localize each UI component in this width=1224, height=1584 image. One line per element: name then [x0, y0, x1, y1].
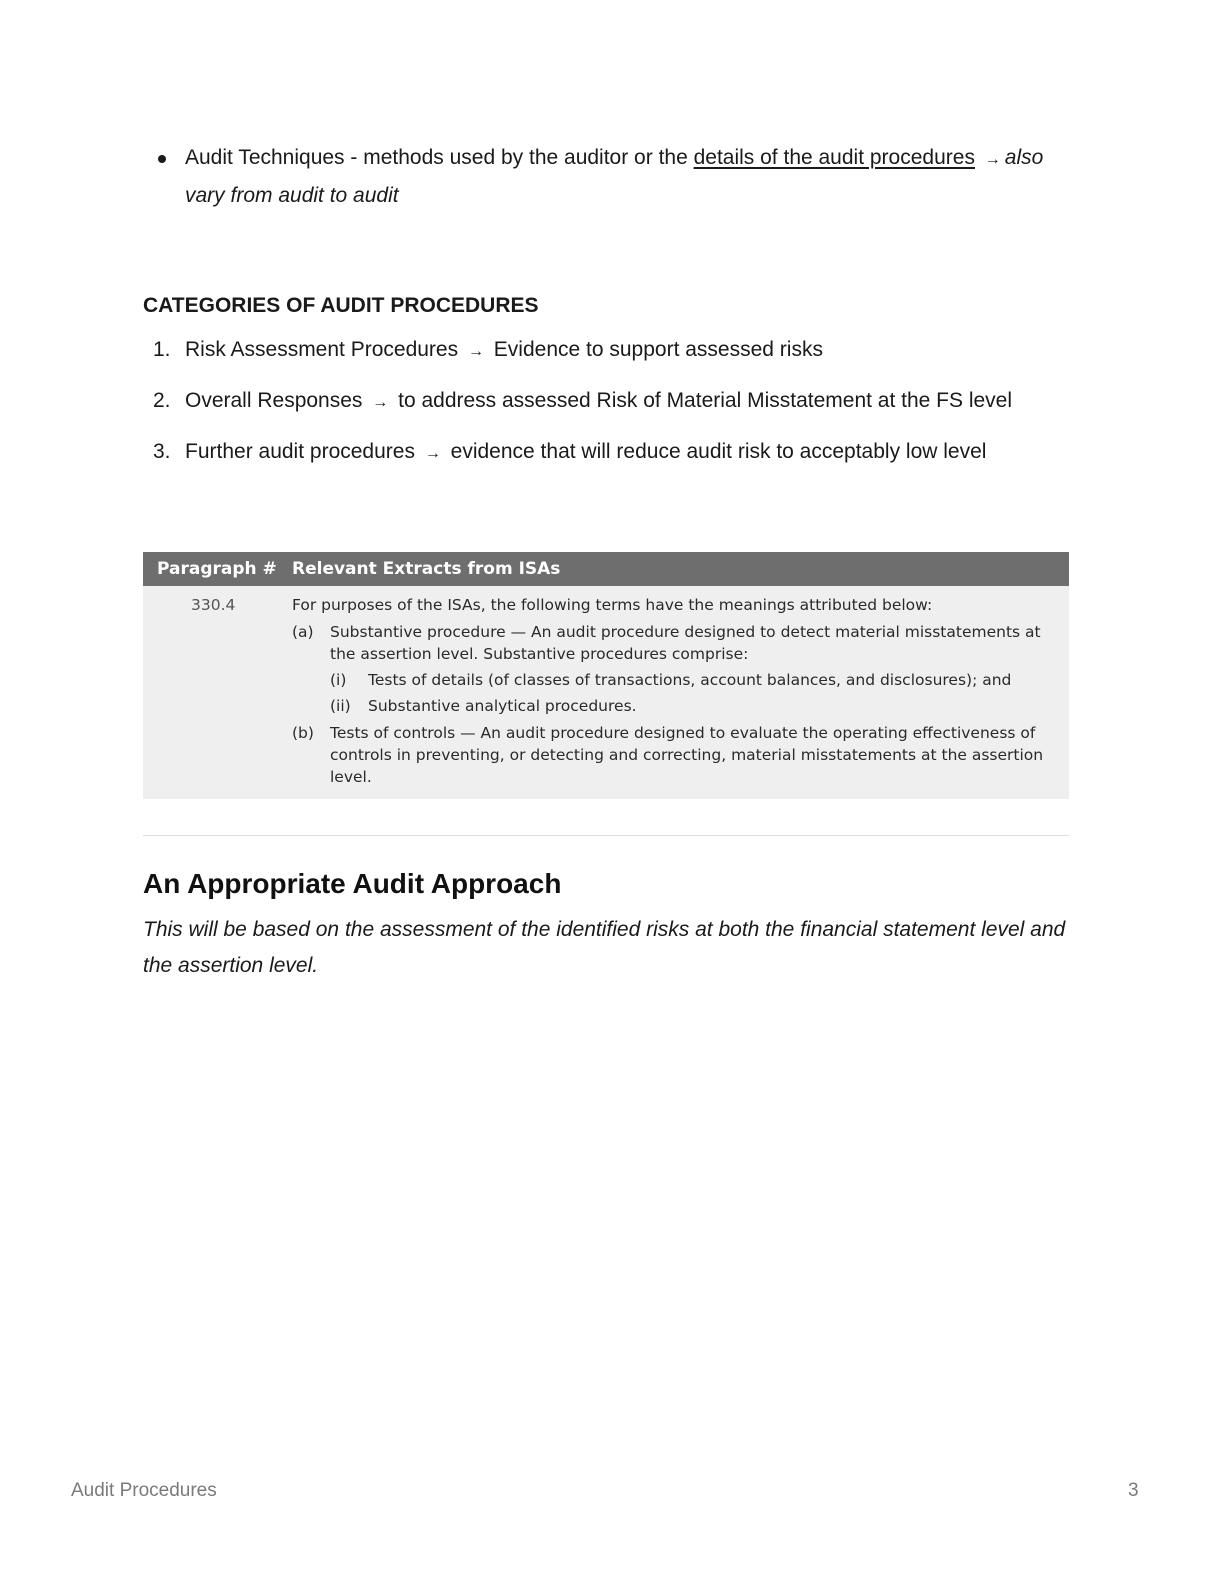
right-arrow-icon: → — [424, 445, 441, 462]
section-divider — [143, 835, 1069, 836]
section-heading: An Appropriate Audit Approach — [143, 868, 562, 899]
extract-content — [278, 594, 1069, 793]
category-lead: Risk Assessment Procedures — [185, 338, 459, 361]
underlined-text: details of the audit procedures — [693, 146, 975, 169]
category-tail: to address assessed Risk of Material Misstatement at the FS level — [398, 389, 1013, 412]
item-text: Tests of controls — An audit procedure designed to evaluate the operating effectiveness of controls in preventing, or detecting and correcting, material misstatements at the assertion level. — [330, 724, 1044, 786]
item-marker: (b) — [292, 724, 314, 742]
extract-intro: For purposes of the ISAs, the following terms have the meanings attributed below: — [292, 596, 933, 614]
extract-subitem-i — [330, 669, 1059, 691]
right-arrow-icon: → — [984, 151, 1001, 168]
footer-title: Audit Procedures — [71, 1480, 217, 1501]
paragraph-number: 330.4 — [191, 596, 236, 614]
document-page — [143, 140, 1069, 984]
category-item — [143, 434, 1069, 472]
categories-list — [143, 332, 1069, 472]
subitem-text: Tests of details (of classes of transactions, account balances, and disclosures); and — [368, 671, 1012, 689]
right-arrow-icon: → — [467, 343, 484, 360]
extract-item-b — [292, 722, 1059, 788]
category-item — [143, 332, 1069, 370]
category-tail: evidence that will reduce audit risk to acceptably low level — [450, 440, 987, 463]
header-paragraph: Paragraph # — [157, 559, 277, 579]
category-lead: Further audit procedures — [185, 440, 415, 463]
bullet-dot-icon — [158, 155, 166, 163]
category-item — [143, 383, 1069, 421]
item-text: Substantive procedure — An audit procedure designed to detect material misstatements at the assertion level. Substantive procedures comprise: — [330, 623, 1041, 663]
bullet-lead-text: Audit Techniques - methods used by the auditor or the — [185, 146, 694, 169]
categories-heading: CATEGORIES OF AUDIT PROCEDURES — [143, 294, 539, 317]
item-marker: (a) — [292, 623, 314, 641]
bullet-tail-text: also vary from audit to audit — [185, 146, 1044, 207]
category-tail: Evidence to support assessed risks — [493, 338, 823, 361]
bullet-list — [143, 140, 1069, 214]
category-lead: Overall Responses — [185, 389, 363, 412]
section-body-text: This will be based on the assessment of the identified risks at both the financial statement level and the assertion level. — [143, 918, 1066, 977]
subitem-marker: (i) — [330, 671, 347, 689]
subitem-marker: (ii) — [330, 697, 351, 715]
list-number: 1. — [153, 338, 171, 361]
extract-item-a — [292, 621, 1059, 717]
list-number: 2. — [153, 389, 171, 412]
list-number: 3. — [153, 440, 171, 463]
subitem-text: Substantive analytical procedures. — [368, 697, 637, 715]
table-row — [143, 586, 1069, 799]
table-header-row — [143, 552, 1069, 586]
bullet-item-audit-techniques — [143, 140, 1069, 214]
extract-subitem-ii — [330, 695, 1059, 717]
isa-extract-table — [143, 552, 1069, 799]
right-arrow-icon: → — [372, 394, 389, 411]
header-extracts: Relevant Extracts from ISAs — [292, 559, 561, 579]
page-number: 3 — [1128, 1480, 1139, 1501]
